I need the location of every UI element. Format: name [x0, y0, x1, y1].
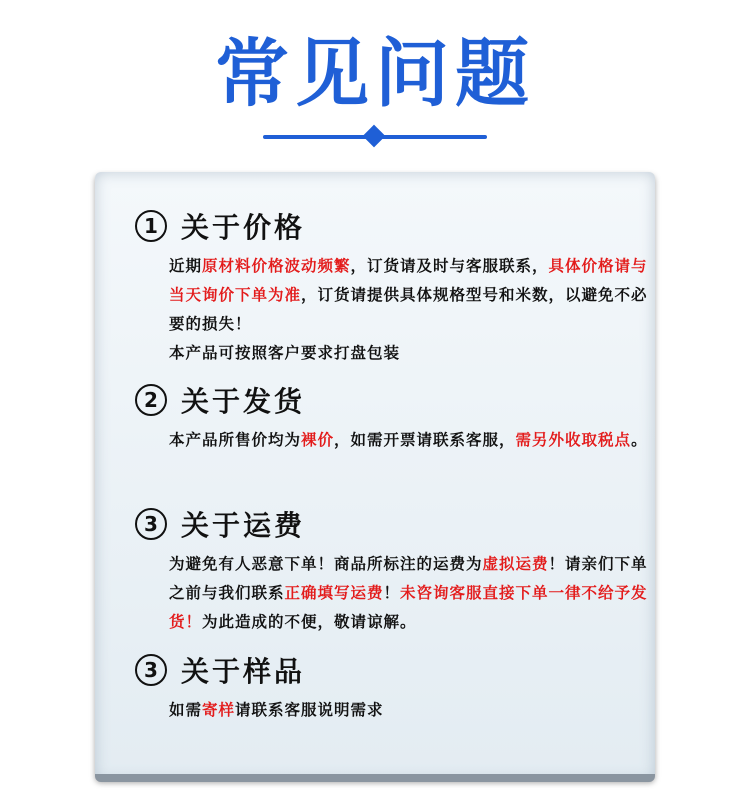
number-badge: 1	[135, 210, 167, 242]
highlight-text: 虚拟运费	[482, 555, 549, 573]
section-heading	[135, 650, 655, 690]
highlight-text: 正确填写运费	[284, 584, 384, 602]
section-samples	[135, 650, 655, 725]
section-heading	[135, 380, 655, 420]
text-span: ，如需开票请联系客服，	[334, 431, 516, 449]
text-span: ，订货请及时与客服联系，	[350, 257, 549, 275]
text-span: 本产品可按照客户要求打盘包装	[169, 344, 401, 362]
page-title: 常见问题	[215, 31, 535, 117]
text-span: ！	[383, 584, 401, 602]
text-span: 如需	[169, 701, 203, 719]
heading-text: 关于价格	[181, 211, 306, 244]
divider-diamond	[363, 125, 386, 148]
text-span: 请联系客服说明需求	[235, 701, 384, 719]
section-freight	[135, 504, 655, 637]
highlight-text: 需另外收取税点	[515, 431, 632, 449]
text-span: ！请亲们下单之前与我们联系	[169, 555, 648, 602]
number-badge: 3	[135, 654, 167, 686]
text-span: 为避免有人恶意下单！商品所标注的运费为	[169, 555, 483, 573]
paragraph	[135, 696, 655, 725]
text-span: 为此造成的不便，敬请谅解。	[202, 613, 417, 631]
text-span: 本产品所售价均为	[169, 431, 302, 449]
heading-text: 关于运费	[181, 509, 306, 542]
highlight-text: 未咨询客服直接下单一律不给予发货！	[169, 584, 648, 631]
number-badge: 3	[135, 508, 167, 540]
heading-text: 关于样品	[181, 655, 306, 688]
text-span: 。	[631, 431, 648, 449]
section-price	[135, 206, 655, 368]
highlight-text: 裸价	[301, 431, 335, 449]
section-shipping	[135, 380, 655, 455]
highlight-text: 原材料价格波动频繁	[202, 257, 351, 275]
text-span: 近期	[169, 257, 203, 275]
section-heading	[135, 504, 655, 544]
heading-text: 关于发货	[181, 385, 306, 418]
number-badge: 2	[135, 384, 167, 416]
highlight-text: 寄样	[202, 701, 236, 719]
section-heading	[135, 206, 655, 246]
paragraph	[135, 426, 655, 455]
title-divider	[263, 126, 487, 148]
highlight-text: 具体价格请与当天询价下单为准	[169, 257, 648, 304]
paragraph	[135, 339, 655, 368]
paragraph	[135, 550, 655, 637]
text-span: ，订货请提供具体规格型号和米数，以避免不必要的损失！	[169, 286, 648, 333]
paragraph	[135, 252, 655, 339]
card-bottom-bar	[95, 774, 655, 782]
